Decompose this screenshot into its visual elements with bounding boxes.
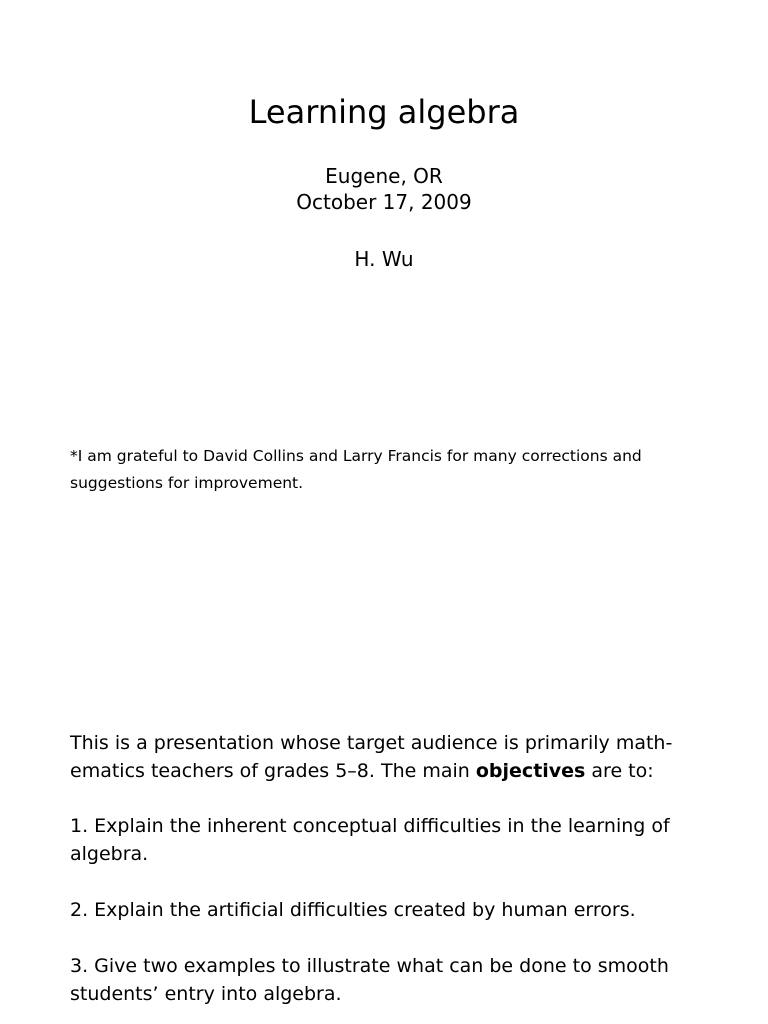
intro-line-1: This is a presentation whose target audience is primarily math-	[70, 732, 673, 754]
intro-paragraph	[70, 729, 700, 785]
event-location: Eugene, OR	[325, 164, 443, 188]
acknowledgment-footnote	[70, 443, 700, 497]
objective-3-line-1: 3. Give two examples to illustrate what can be done to smooth	[70, 955, 669, 977]
objective-1-line-2: algebra.	[70, 843, 149, 865]
footnote-line-1: *I am grateful to David Collins and Larry Francis for many corrections and	[70, 447, 642, 465]
footnote-line-2: suggestions for improvement.	[70, 474, 304, 492]
event-date: October 17, 2009	[296, 190, 472, 214]
page-title: Learning algebra	[248, 93, 520, 131]
objectives-keyword: objectives	[475, 760, 586, 782]
objective-2-line-1: 2. Explain the artificial difficulties created by human errors.	[70, 899, 636, 921]
intro-line-2-end: are to:	[585, 760, 654, 782]
objective-item-1	[70, 812, 700, 868]
objective-item-2	[70, 896, 700, 924]
author-name: H. Wu	[354, 247, 414, 271]
intro-line-2-start: ematics teachers of grades 5–8. The main	[70, 760, 476, 782]
objective-3-line-2: students’ entry into algebra.	[70, 983, 342, 1005]
objective-item-3	[70, 952, 700, 1008]
objective-1-line-1: 1. Explain the inherent conceptual difficulties in the learning of	[70, 815, 670, 837]
